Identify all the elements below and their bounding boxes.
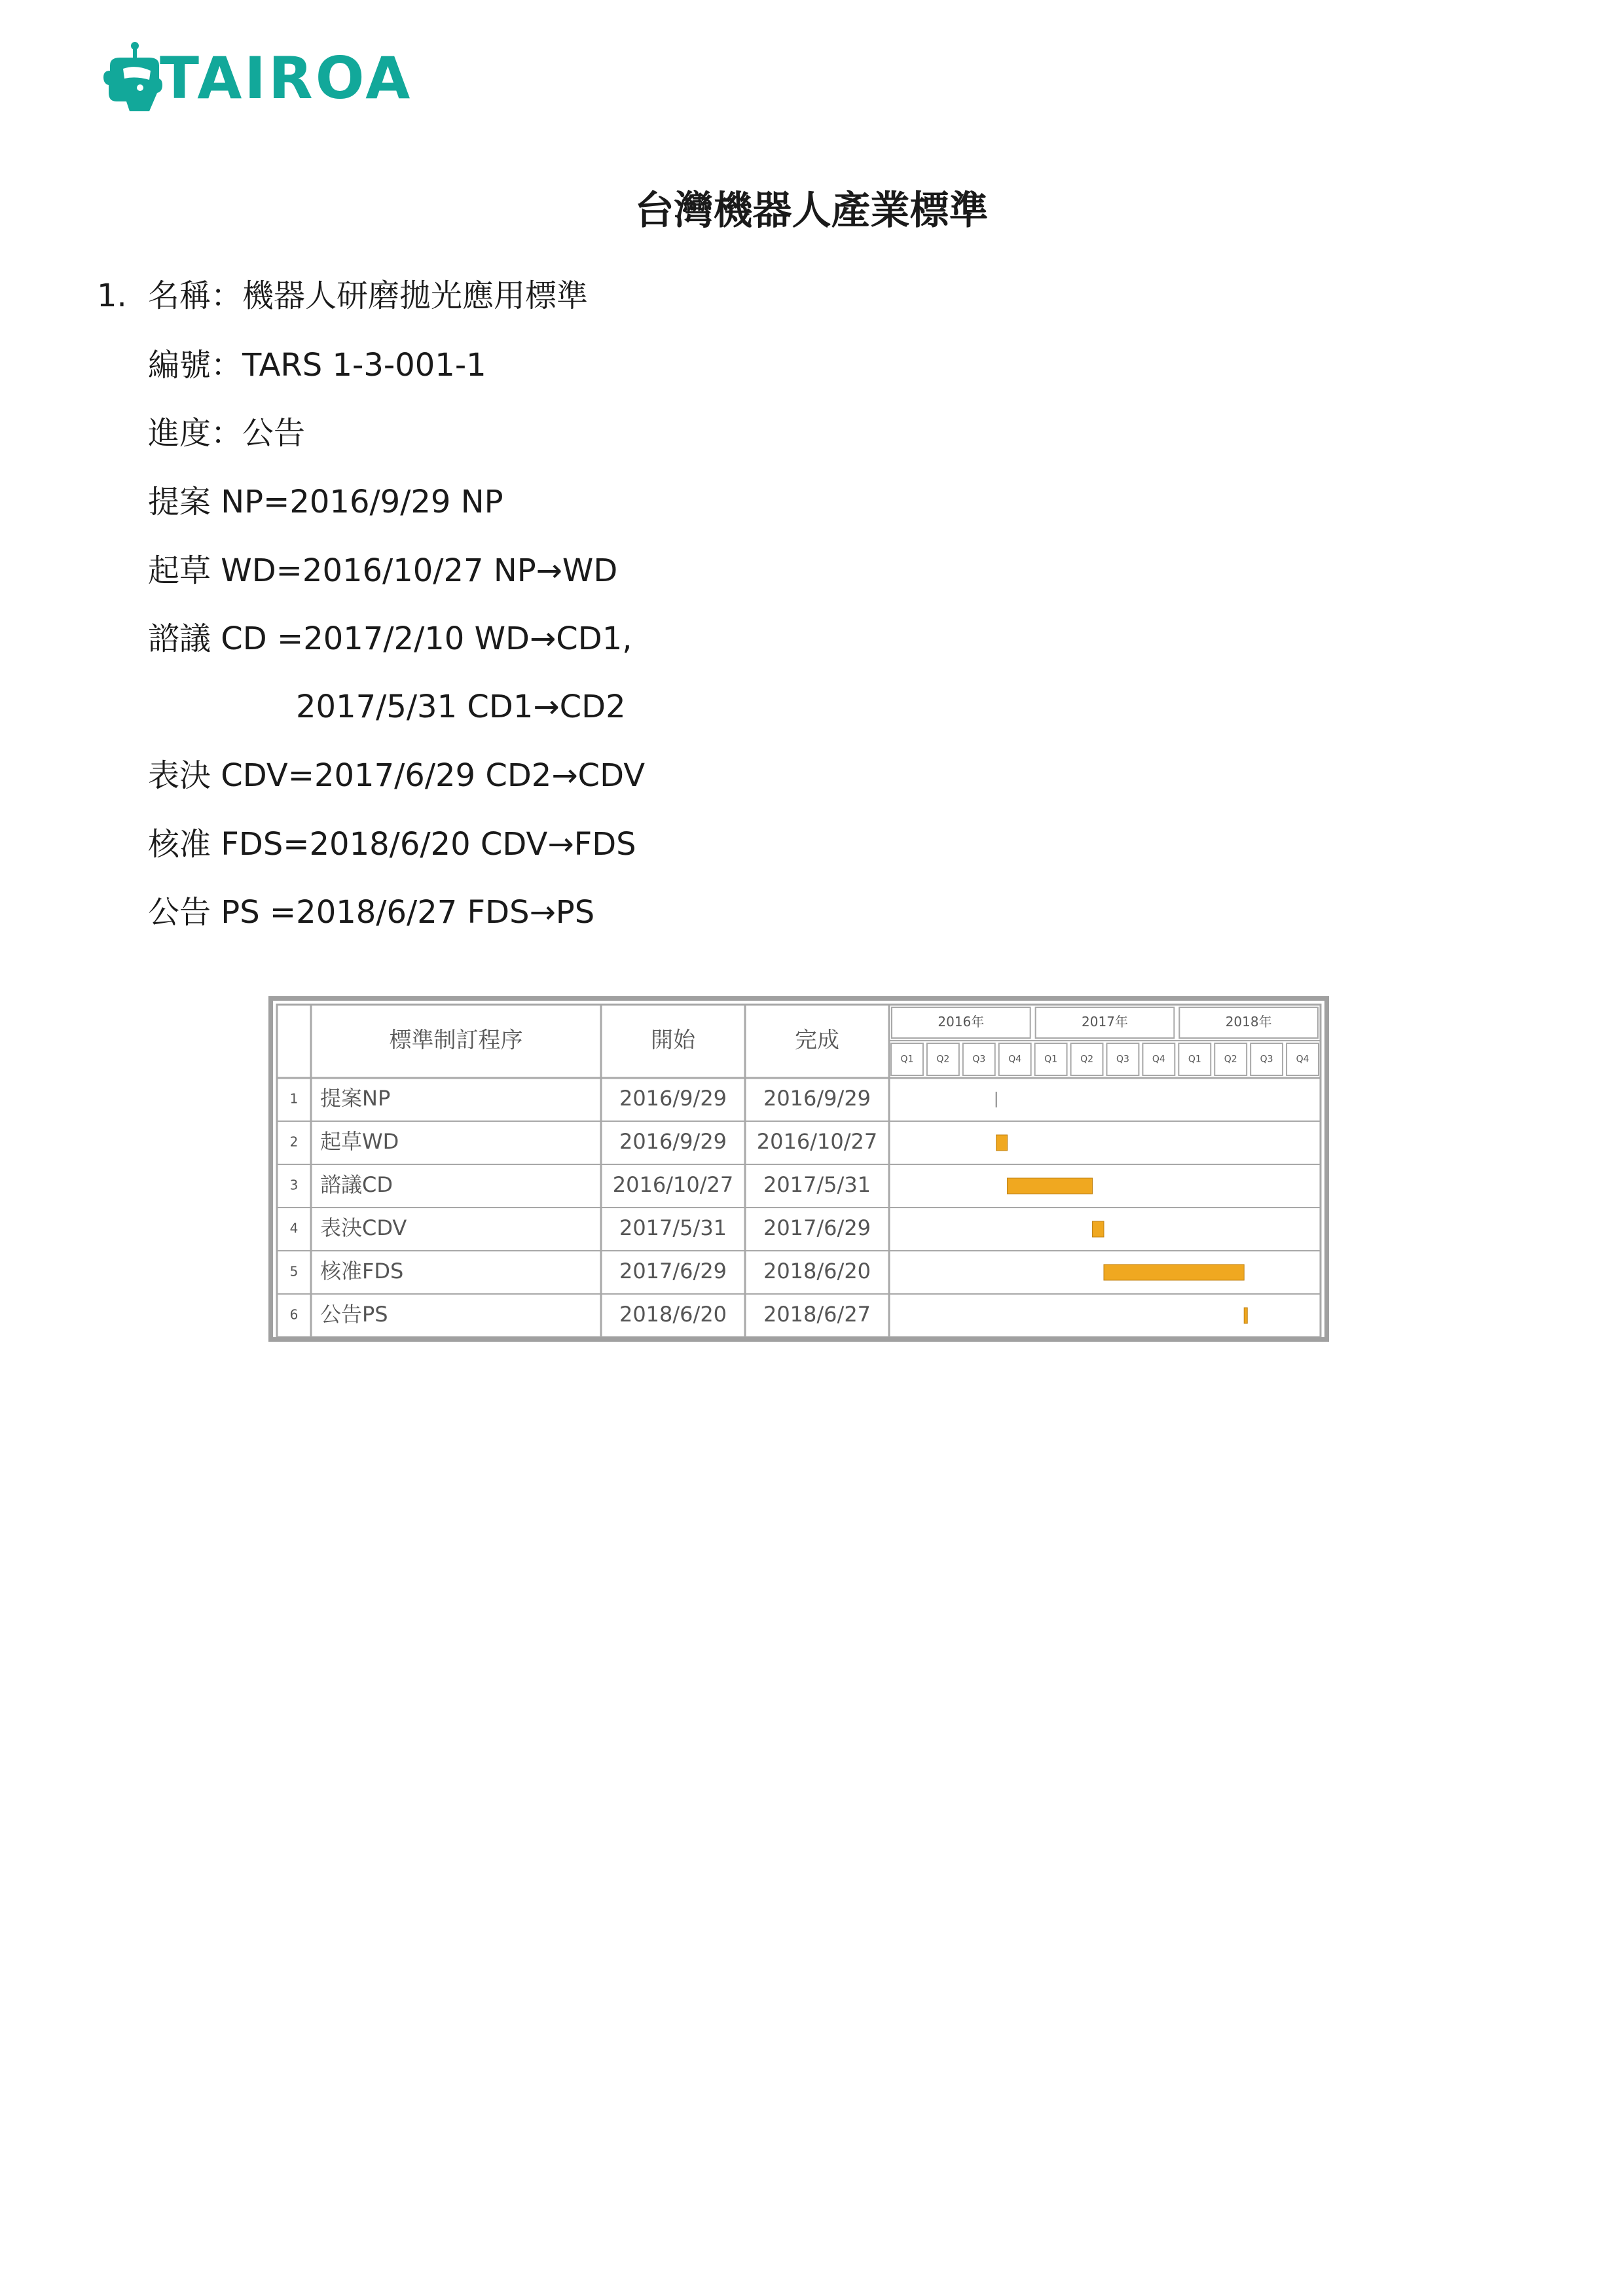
gantt-bar — [996, 1135, 1008, 1151]
row-end-date: 2018/6/27 — [763, 1302, 871, 1327]
row-start-date: 2016/9/29 — [619, 1086, 727, 1111]
quarter-label: Q1 — [1044, 1054, 1058, 1065]
year-label: 2017年 — [1082, 1014, 1128, 1030]
milestone-ps: 公告 PS =2018/6/27 FDS→PS — [148, 894, 595, 931]
row-step: 表決CDV — [320, 1215, 407, 1240]
standard-name: 名稱：機器人研磨拋光應用標準 — [148, 278, 589, 314]
gantt-svg — [273, 1001, 1324, 1337]
row-step: 起草WD — [320, 1129, 399, 1154]
quarter-label: Q4 — [1008, 1054, 1022, 1065]
gantt-chart — [268, 996, 1329, 1342]
quarter-label: Q2 — [1080, 1054, 1094, 1065]
row-start-date: 2016/9/29 — [619, 1129, 727, 1154]
quarter-label: Q2 — [936, 1054, 950, 1065]
row-end-date: 2017/6/29 — [763, 1215, 871, 1240]
standard-progress: 進度：公告 — [148, 415, 306, 452]
quarter-label: Q2 — [1224, 1054, 1237, 1065]
quarter-label: Q1 — [1188, 1054, 1201, 1065]
gantt-bar — [1244, 1308, 1247, 1323]
quarter-label: Q3 — [1260, 1054, 1273, 1065]
row-start-date: 2018/6/20 — [619, 1302, 727, 1327]
row-start-date: 2016/10/27 — [612, 1172, 734, 1197]
row-start-date: 2017/5/31 — [619, 1215, 727, 1240]
standard-code: 編號：TARS 1-3-001-1 — [148, 347, 486, 384]
row-end-date: 2016/10/27 — [756, 1129, 878, 1154]
row-step: 提案NP — [320, 1086, 391, 1111]
quarter-label: Q4 — [1152, 1054, 1165, 1065]
item-number: 1. — [97, 278, 127, 314]
milestone-cdv: 表決 CDV=2017/6/29 CD2→CDV — [148, 757, 646, 794]
logo-wordmark: TAIROA — [160, 45, 413, 112]
row-end-date: 2016/9/29 — [763, 1086, 871, 1111]
quarter-label: Q4 — [1296, 1054, 1309, 1065]
row-number: 3 — [289, 1177, 299, 1193]
page-title: 台灣機器人產業標準 — [634, 188, 989, 234]
gantt-bar — [1104, 1265, 1244, 1280]
row-step: 公告PS — [320, 1302, 388, 1327]
row-number: 5 — [289, 1263, 299, 1280]
row-number: 2 — [289, 1134, 299, 1150]
gantt-bar — [1093, 1221, 1104, 1237]
milestone-cd2: 2017/5/31 CD1→CD2 — [296, 689, 626, 725]
header-start: 開始 — [651, 1027, 695, 1054]
row-step: 核准FDS — [320, 1259, 404, 1283]
year-label: 2016年 — [938, 1014, 985, 1030]
milestone-wd: 起草 WD=2016/10/27 NP→WD — [148, 552, 618, 589]
header-step: 標準制訂程序 — [389, 1027, 523, 1054]
year-label: 2018年 — [1225, 1014, 1272, 1030]
milestone-cd1: 諮議 CD =2017/2/10 WD→CD1, — [148, 620, 632, 657]
row-end-date: 2017/5/31 — [763, 1172, 871, 1197]
row-start-date: 2017/6/29 — [619, 1259, 727, 1283]
row-number: 4 — [289, 1220, 299, 1236]
header-end: 完成 — [795, 1027, 839, 1054]
row-end-date: 2018/6/20 — [763, 1259, 871, 1283]
tairoa-logo — [97, 39, 412, 118]
quarter-label: Q3 — [972, 1054, 986, 1065]
quarter-label: Q1 — [900, 1054, 914, 1065]
quarter-label: Q3 — [1116, 1054, 1129, 1065]
row-number: 6 — [289, 1306, 299, 1323]
row-step: 諮議CD — [320, 1172, 393, 1197]
milestone-fds: 核准 FDS=2018/6/20 CDV→FDS — [148, 826, 636, 863]
gantt-bar — [1008, 1178, 1093, 1194]
row-number: 1 — [289, 1090, 299, 1107]
robot-head-logo-icon — [97, 39, 169, 118]
milestone-np: 提案 NP=2016/9/29 NP — [148, 484, 503, 520]
